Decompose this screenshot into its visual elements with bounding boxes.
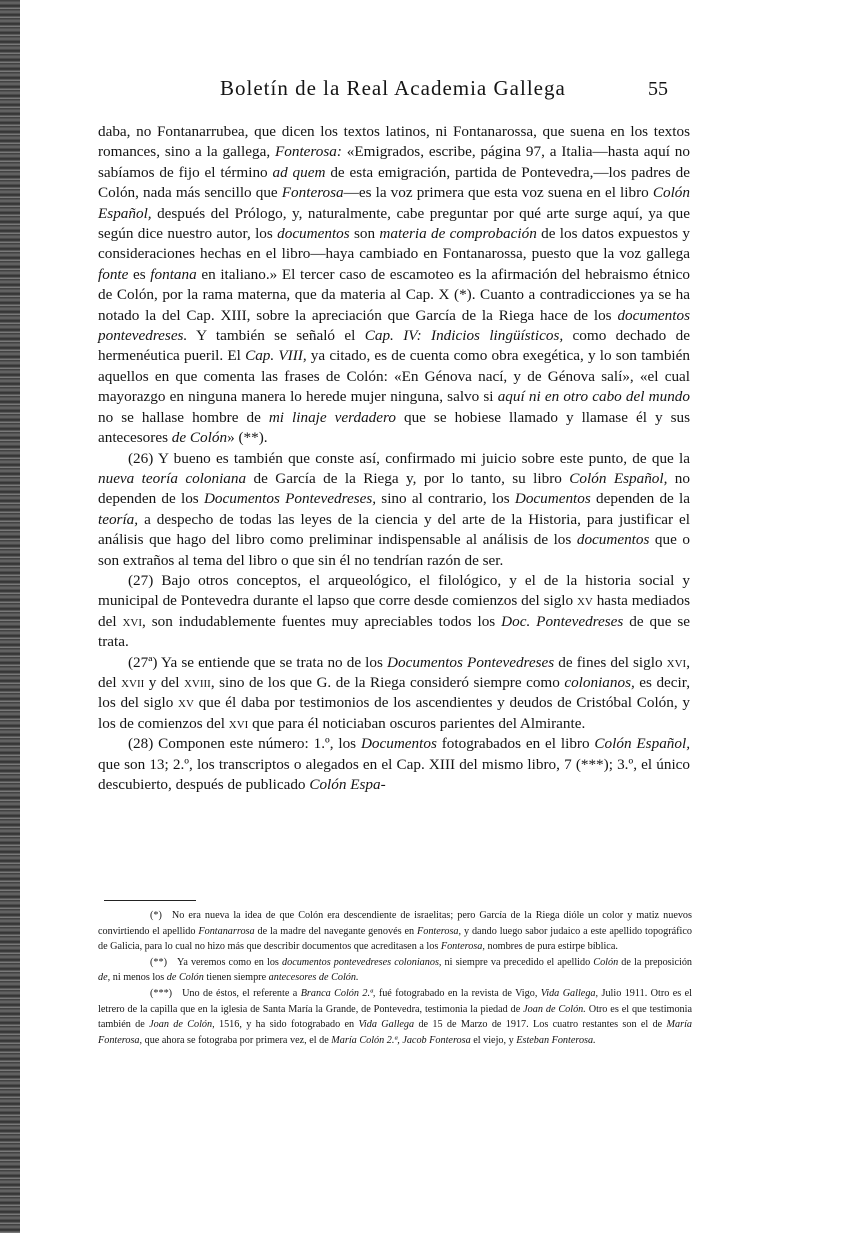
text-run: fotograbados en el libro: [436, 735, 595, 753]
text-run: de que se trata.: [98, 612, 691, 651]
text-run: como dechado de hermenéutica pueril. El: [98, 327, 690, 365]
text-run: Y también se señaló el: [187, 327, 365, 345]
italic-text: Vida Gallega: [358, 1019, 415, 1031]
footnotes: [98, 908, 692, 1048]
text-run: daba, no Fontanarrubea, que dicen los textos latinos, ni Fontanarossa, que suena en los textos romances, sino a la gallega,: [98, 123, 690, 161]
text-run: y dando luego sabor judaico a este apellido topográfico de Galicia, para lo cual no hizo más que describir documentos que acreditasen a los: [98, 925, 692, 953]
page-number: 55: [648, 78, 668, 100]
body-text: [98, 122, 690, 795]
italic-text: mi linaje verdadero: [268, 408, 396, 426]
italic-text: fonte: [98, 265, 129, 283]
text-run: (28) Componen este número: 1.º, los: [128, 735, 361, 753]
text-run: , del: [98, 653, 691, 691]
text-run: Uno de éstos, el referente a: [182, 987, 301, 999]
century-numeral: xvi: [122, 612, 143, 630]
paragraph: [98, 653, 690, 735]
italic-text: Fonterosa: [281, 184, 344, 202]
italic-text: Documentos: [360, 735, 437, 753]
italic-text: teoría,: [98, 510, 139, 528]
italic-text: documentos pontevedreses.: [98, 306, 690, 345]
text-run: (26) Y bueno es también que conste así, confirmado mi juicio sobre este punto, de que la: [128, 449, 690, 467]
italic-text: documentos pontevedreses colonianos,: [282, 956, 442, 968]
italic-text: documentos: [576, 531, 650, 549]
italic-text: Branca Colón 2.ª,: [300, 987, 376, 999]
italic-text: Documentos Pontevedreses,: [203, 490, 377, 508]
italic-text: Joan de Colón,: [149, 1019, 215, 1031]
text-run: de 15 de Marzo de 1917. Los cuatro restantes son el de: [414, 1019, 667, 1031]
italic-text: fontana: [150, 265, 197, 283]
text-run: es: [128, 265, 151, 283]
text-run: de la preposición: [618, 956, 693, 968]
century-numeral: xv: [178, 694, 194, 712]
footnote-marker: (**): [150, 956, 167, 968]
italic-text: Colón Español,: [594, 735, 690, 753]
text-run: el viejo, y: [470, 1034, 517, 1046]
text-run: son: [349, 225, 380, 243]
footnote: [98, 908, 692, 955]
footnote-marker: (*): [150, 910, 162, 921]
italic-text: documentos: [277, 225, 350, 243]
text-run: «Emigrados, escribe, página 97, a Italia—hasta aquí no sabíamos de fijo el término: [98, 143, 690, 181]
italic-text: Doc. Pontevedreses: [501, 612, 624, 630]
italic-text: materia de comprobación: [379, 225, 537, 243]
text-run: —es la voz primera que esta voz suena en el libro: [343, 184, 653, 202]
text-run: que ahora se fotograba por primera vez, el de: [142, 1034, 332, 1046]
italic-text: Colón Español,: [569, 469, 668, 487]
text-run: después del Prólogo, y, naturalmente, cabe preguntar por qué arte surge aquí, ya que según dice nuestro autor, los: [98, 204, 690, 243]
italic-text: Cap. VIII,: [245, 347, 307, 365]
paragraph: [98, 122, 690, 449]
text-run: es decir, los del siglo: [98, 673, 690, 712]
text-run: No era nueva la idea de que Colón era descendiente de israelitas; pero García de la Riega dióle un color y matiz nuevos convirtiendo el apellido: [98, 910, 692, 937]
footnote: [98, 986, 692, 1048]
century-numeral: xvi: [228, 714, 249, 732]
text-run: que para él noticiaban oscuros parientes del Almirante.: [248, 714, 586, 732]
text-run: fué fotograbado en la revista de Vigo,: [375, 987, 541, 999]
century-numeral: xvii: [121, 673, 145, 691]
italic-text: antecesores de Colón.: [268, 972, 359, 984]
text-run: que él daba por testimonios de los ascendientes y deudos de Cristóbal Colón, y los de comienzos del: [98, 694, 690, 732]
italic-text: de,: [98, 972, 111, 984]
italic-text: Jacob Fonterosa: [402, 1034, 471, 1046]
italic-text: Fonterosa:: [275, 143, 342, 161]
century-numeral: xvi: [666, 653, 687, 671]
italic-text: Colón: [593, 956, 619, 968]
running-title: Boletín de la Real Academia Gallega: [220, 76, 566, 100]
text-run: de esta emigración, partida de Pontevedra,—los padres de Colón, nada más sencillo que: [98, 163, 690, 202]
italic-text: María Colón 2.ª,: [331, 1034, 400, 1046]
text-run: (27ª) Ya se entiende que se trata no de los: [128, 653, 388, 671]
italic-text: Fontanarrosa: [198, 925, 255, 937]
text-run: nombres de pura estirpe bíblica.: [484, 941, 618, 953]
text-run: ya citado, es de cuenta como obra exegética, y lo son también aquellos en que comenta las frases de Colón: «En Génova nací, y de Génova salí», «el cual mayorazgo en ninguna manera lo herede mujer ninguna, salvo si: [98, 347, 690, 406]
text-run: , sino de los que G. de la Riega consideró siempre como: [210, 673, 565, 691]
text-run: no dependen de los: [98, 469, 690, 508]
italic-text: aquí ni en otro cabo del mundo: [497, 388, 690, 406]
text-run: no se hallase hombre de: [98, 408, 269, 426]
italic-text: María Fonterosa,: [98, 1019, 693, 1046]
century-numeral: xviii: [183, 673, 211, 691]
text-run: que o son extraños al tema del libro o que sin él no tendrían razón de ser.: [98, 531, 690, 569]
italic-text: ad quem: [272, 163, 326, 181]
text-run: que se hobiese llamado y llamase él y sus antecesores: [98, 408, 690, 447]
paragraph: [98, 449, 690, 571]
italic-text: Colón Espa-: [309, 776, 386, 793]
page-header: [100, 70, 690, 110]
italic-text: Joan de Colón.: [523, 1003, 586, 1015]
text-run: , son indudablemente fuentes muy apreciables todos los: [142, 612, 502, 630]
text-run: 1516, y ha sido fotograbado en: [214, 1019, 359, 1031]
scanned-page-edge: [0, 0, 20, 1233]
italic-text: Documentos Pontevedreses: [387, 653, 555, 671]
text-run: ni siempre va precedido el apellido: [441, 956, 594, 968]
italic-text: Fonterosa,: [417, 925, 462, 937]
text-run: que son 13; 2.º, los transcriptos o alegados en el Cap. XIII del mismo libro, 7 (***); 3.º, el único descubierto, después de publicado: [98, 755, 690, 793]
paragraph: [98, 734, 690, 795]
text-run: hasta mediados del: [98, 592, 690, 630]
footnote-rule: [104, 900, 196, 901]
century-numeral: xv: [576, 592, 593, 610]
text-run: de la madre del navegante genovés en: [254, 925, 417, 937]
text-run: (27) Bajo otros conceptos, el arqueológico, el filológico, y el de la historia social y municipal de Pontevedra durante el lapso que corre desde comienzos del siglo: [98, 571, 690, 610]
text-run: y del: [144, 673, 184, 691]
italic-text: nueva teoría coloniana: [98, 469, 247, 487]
italic-text: Fonterosa,: [440, 941, 485, 953]
text-run: Julio 1911. Otro es el letrero de la capilla que en la iglesia de Santa María la Grande, de Pontevedra, testimonia la piedad de: [98, 987, 692, 1015]
italic-text: colonianos,: [564, 673, 635, 691]
italic-text: Vida Gallega,: [540, 987, 599, 999]
italic-text: Cap. IV: Indicios lingüísticos,: [364, 327, 564, 345]
text-run: en italiano.» El tercer caso de escamoteo es la afirmación del hebraismo étnico de Colón, por la rama materna, que da materia al Cap. X (*). Cuanto a contradicciones ya se ha notado la del Cap. XIII, sobre la apreciación que García de la Riega hace de los: [98, 265, 690, 324]
footnote: [98, 955, 692, 986]
text-run: de fines del siglo: [554, 653, 667, 671]
text-run: de los datos expuestos y consideraciones hechas en el libro—haya cambiado en Fontanarossa, puesto que la voz gallega: [98, 225, 690, 263]
italic-text: Esteban Fonterosa.: [516, 1034, 596, 1046]
text-run: Ya veremos como en los: [176, 956, 282, 968]
text-run: a despecho de todas las leyes de la ciencia y del arte de la Historia, para justificar el análisis que hago del libro como preliminar indispensable al análisis de los: [98, 510, 690, 549]
text-run: Otro es el que testimonia también de: [98, 1003, 693, 1031]
text-run: tienen siempre: [203, 972, 269, 984]
text-run: sino al contrario, los: [376, 490, 515, 508]
footnote-marker: (***): [150, 987, 173, 999]
italic-text: de Colón: [166, 972, 204, 984]
italic-text: de Colón: [171, 429, 228, 447]
text-run: dependen de la: [590, 490, 690, 508]
text-run: » (**).: [227, 429, 268, 447]
paragraph: [98, 571, 690, 653]
text-run: de García de la Riega y, por lo tanto, su libro: [246, 469, 570, 487]
italic-text: Documentos: [514, 490, 591, 508]
text-run: ni menos los: [110, 972, 167, 984]
italic-text: Colón Español,: [98, 184, 690, 222]
